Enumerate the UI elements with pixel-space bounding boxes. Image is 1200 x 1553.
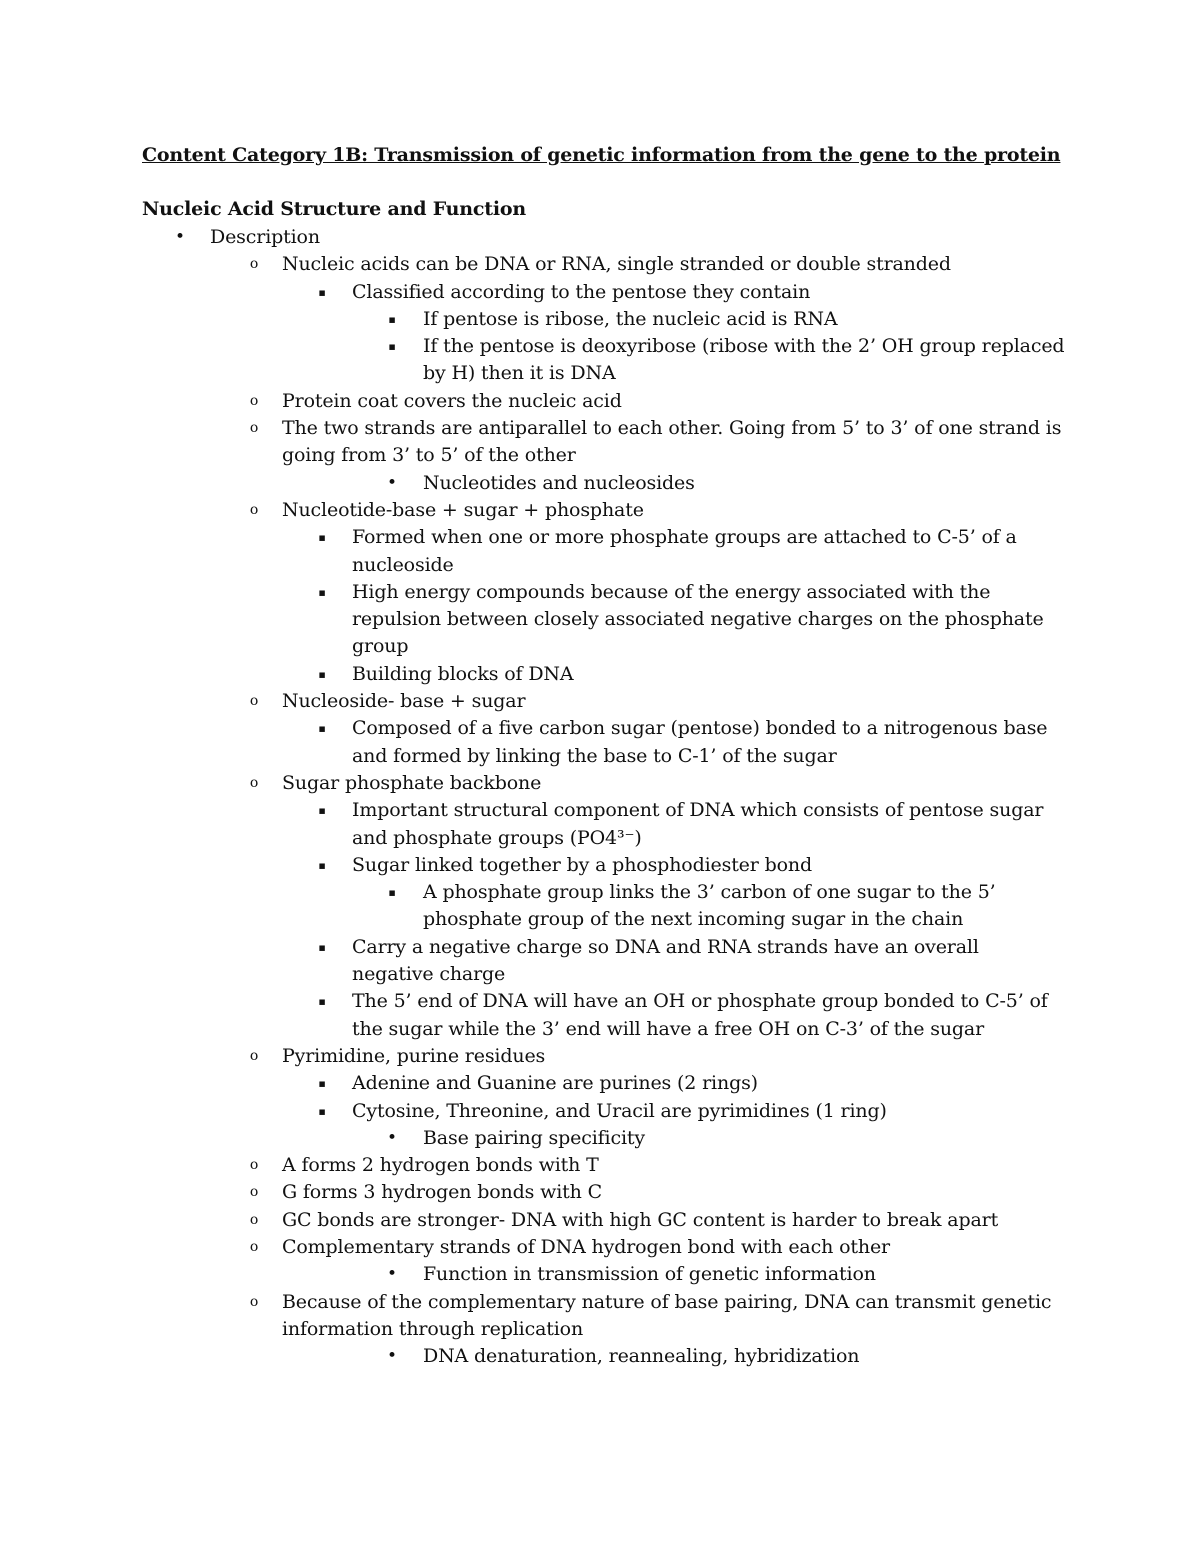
list-item	[0, 879, 1200, 934]
square-bullet: ▪	[318, 940, 326, 954]
list-item-text: High energy compounds because of the energy associated with the repulsion between closely associated negative charges on the phosphate group	[352, 580, 1044, 658]
list-item-text: Important structural component of DNA which consists of pentose sugar and phosphate groups (PO4³⁻)	[352, 799, 1044, 849]
list-item	[0, 388, 1200, 415]
list-item	[0, 224, 1200, 251]
list-item-text: Description	[210, 226, 320, 248]
list-item-text: Complementary strands of DNA hydrogen bond with each other	[282, 1235, 890, 1258]
list-item-text: Pyrimidine, purine residues	[282, 1044, 546, 1067]
list-item	[0, 524, 1200, 579]
list-item	[0, 1207, 1200, 1234]
list-item-text: G forms 3 hydrogen bonds with C	[282, 1181, 602, 1204]
square-bullet: ▪	[318, 1077, 326, 1091]
list-item-text: Classified according to the pentose they contain	[352, 280, 811, 303]
list-item	[0, 688, 1200, 715]
list-item-text: Nucleotide-base + sugar + phosphate	[282, 498, 644, 521]
list-item	[0, 470, 1200, 497]
list-item	[0, 415, 1200, 470]
list-item	[0, 770, 1200, 797]
square-bullet: ▪	[318, 1104, 326, 1118]
list-item-text: A phosphate group links the 3’ carbon of one sugar to the 5’ phosphate group of the next incoming sugar in the chain	[423, 881, 996, 931]
document-title: Content Category 1B: Transmission of genetic information from the gene to the protein	[142, 144, 1061, 166]
list-item-text: Adenine and Guanine are purines (2 rings)	[352, 1072, 758, 1095]
list-item-text: Sugar linked together by a phosphodiester bond	[352, 853, 813, 876]
circle-bullet: o	[249, 501, 259, 518]
square-bullet: ▪	[318, 531, 326, 545]
square-bullet: ▪	[318, 285, 326, 299]
list-item-text: GC bonds are stronger- DNA with high GC content is harder to break apart	[282, 1208, 999, 1231]
list-item	[0, 1070, 1200, 1097]
list-item	[0, 333, 1200, 388]
list-item-text: DNA denaturation, reannealing, hybridization	[423, 1345, 860, 1368]
circle-bullet: o	[249, 1211, 259, 1228]
square-bullet: ▪	[388, 340, 396, 354]
list-item-text: If pentose is ribose, the nucleic acid is RNA	[423, 307, 838, 330]
disc-bullet: •	[387, 1346, 397, 1367]
list-item	[0, 1043, 1200, 1070]
square-bullet: ▪	[318, 804, 326, 818]
list-item	[0, 797, 1200, 852]
list-item-text: Nucleotides and nucleosides	[423, 471, 695, 494]
list-item	[0, 715, 1200, 770]
list-item	[0, 852, 1200, 879]
list-item	[0, 1179, 1200, 1206]
square-bullet: ▪	[318, 722, 326, 736]
circle-bullet: o	[249, 1157, 259, 1174]
list-item-text: Sugar phosphate backbone	[282, 771, 542, 794]
circle-bullet: o	[249, 1047, 259, 1064]
list-item-text: Nucleoside- base + sugar	[282, 690, 526, 713]
list-item	[0, 497, 1200, 524]
square-bullet: ▪	[318, 585, 326, 599]
list-item-text: Composed of a five carbon sugar (pentose) bonded to a nitrogenous base and formed by linking the base to C-1’ of the sugar	[352, 717, 1048, 767]
disc-bullet: •	[387, 472, 397, 493]
list-item	[0, 661, 1200, 688]
square-bullet: ▪	[318, 667, 326, 681]
list-item	[0, 306, 1200, 333]
list-item	[0, 1261, 1200, 1288]
list-item-text: A forms 2 hydrogen bonds with T	[282, 1154, 599, 1177]
outline-list	[0, 224, 1200, 1370]
list-item-text: Base pairing specificity	[423, 1126, 645, 1149]
disc-bullet: •	[387, 1264, 397, 1285]
circle-bullet: o	[249, 1293, 259, 1310]
list-item	[0, 279, 1200, 306]
list-item-text: Nucleic acids can be DNA or RNA, single stranded or double stranded	[282, 253, 951, 276]
circle-bullet: o	[249, 392, 259, 409]
list-item-text: Carry a negative charge so DNA and RNA strands have an overall negative charge	[352, 935, 979, 986]
square-bullet: ▪	[388, 886, 396, 900]
circle-bullet: o	[249, 1238, 259, 1255]
list-item	[0, 1098, 1200, 1125]
list-item-text: Function in transmission of genetic information	[423, 1263, 876, 1286]
section-heading: Nucleic Acid Structure and Function	[142, 198, 526, 220]
list-item-text: If the pentose is deoxyribose (ribose with the 2’ OH group replaced by H) then it is DNA	[423, 335, 1065, 385]
list-item	[0, 1152, 1200, 1179]
square-bullet: ▪	[388, 312, 396, 326]
disc-bullet: •	[387, 1127, 397, 1148]
list-item-text: Formed when one or more phosphate groups are attached to C-5’ of a nucleoside	[352, 526, 1017, 576]
list-item	[0, 988, 1200, 1043]
circle-bullet: o	[249, 774, 259, 791]
list-item	[0, 251, 1200, 278]
square-bullet: ▪	[318, 995, 326, 1009]
circle-bullet: o	[249, 256, 259, 273]
list-item	[0, 1234, 1200, 1261]
list-item-text: Because of the complementary nature of base pairing, DNA can transmit genetic information through replication	[282, 1290, 1052, 1340]
list-item	[0, 579, 1200, 661]
list-item-text: Building blocks of DNA	[352, 662, 574, 685]
list-item-text: The two strands are antiparallel to each other. Going from 5’ to 3’ of one strand is going from 3’ to 5’ of the other	[282, 417, 1062, 467]
disc-bullet: •	[175, 227, 185, 247]
square-bullet: ▪	[318, 858, 326, 872]
list-item	[0, 1343, 1200, 1370]
list-item	[0, 934, 1200, 989]
list-item	[0, 1125, 1200, 1152]
circle-bullet: o	[249, 1184, 259, 1201]
list-item-text: Protein coat covers the nucleic acid	[282, 389, 622, 412]
circle-bullet: o	[249, 693, 259, 710]
list-item-text: Cytosine, Threonine, and Uracil are pyrimidines (1 ring)	[352, 1099, 887, 1122]
circle-bullet: o	[249, 420, 259, 437]
list-item	[0, 1289, 1200, 1344]
list-item-text: The 5’ end of DNA will have an OH or phosphate group bonded to C-5’ of the sugar while the 3’ end will have a free OH on C-3’ of the sugar	[352, 990, 1048, 1040]
